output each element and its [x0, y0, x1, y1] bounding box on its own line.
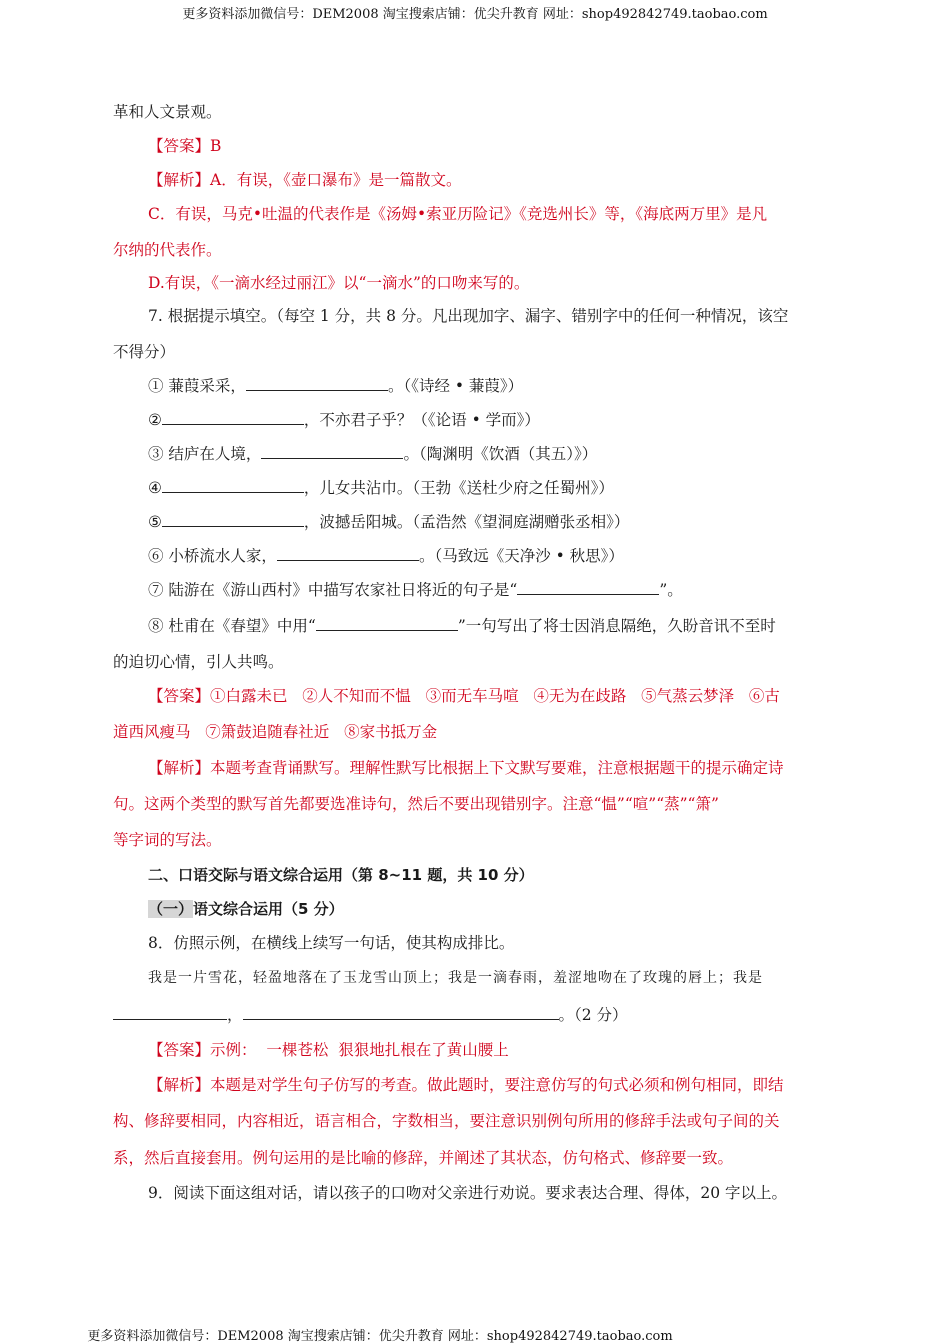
- q8-blank-line: [113, 1005, 628, 1025]
- item-prefix: ① 蒹葭采采，: [148, 377, 246, 395]
- item-prefix: ⑧ 杜甫在《春望》中用“: [148, 617, 316, 635]
- section-2-title: 二、口语交际与语文综合运用（第 8~11 题，共 10 分）: [148, 866, 534, 884]
- item-suffix: 。（《诗经 • 蒹葭》）: [387, 377, 524, 395]
- item-prefix: ⑦ 陆游在《游山西村》中描写农家社日将近的句子是“: [148, 581, 518, 599]
- explanation-text: 本题考查背诵默写。理解性默写比根据上下文默写要难，注意根据题干的提示确定诗: [210, 759, 784, 777]
- fill-blank: [316, 616, 458, 631]
- answer-text: B: [210, 137, 222, 155]
- q7-item-1: [148, 376, 523, 396]
- answer-label: 【答案】: [148, 687, 211, 705]
- item-prefix: ④: [148, 479, 162, 497]
- q7-explanation-3: 等字词的写法。: [113, 831, 222, 849]
- explanation-label: 【解析】: [148, 759, 211, 777]
- q6-explanation-c2: 尔纳的代表作。: [113, 241, 222, 259]
- item-suffix: ，波撼岳阳城。（孟浩然《望洞庭湖赠张丞相》）: [303, 513, 630, 531]
- item-suffix: ”一句写出了将士因消息隔绝，久盼音讯不至时: [457, 617, 776, 635]
- header-banner: 更多资料添加微信号：DEM2008 淘宝搜索店铺：优尖升教育 网址：shop492842749.taobao.com: [182, 7, 768, 22]
- fill-blank: [277, 546, 419, 561]
- subtitle-text: 语文综合运用（5 分）: [193, 900, 344, 918]
- q7-item-4: [148, 478, 614, 498]
- q9-stem: 9．阅读下面这组对话，请以孩子的口吻对父亲进行劝说。要求表达合理、得体，20 字以上。: [148, 1184, 788, 1202]
- q7-answer-1: [148, 686, 780, 706]
- footer-banner: 更多资料添加微信号：DEM2008 淘宝搜索店铺：优尖升教育 网址：shop492842749.taobao.com: [87, 1329, 673, 1344]
- q8-stem: 8．仿照示例，在横线上续写一句话，使其构成排比。: [148, 934, 515, 952]
- q7-item-7: [148, 580, 683, 600]
- explanation-text: 本题是对学生句子仿写的考查。做此题时，要注意仿写的句式必须和例句相同，即结: [210, 1076, 784, 1094]
- explanation-text: A．有误，《壶口瀑布》是一篇散文。: [210, 171, 462, 189]
- item-suffix: 。（马致远《天净沙 • 秋思》）: [418, 547, 624, 565]
- q7-stem-1: 7. 根据提示填空。（每空 1 分，共 8 分。凡出现加字、漏字、错别字中的任何一种情况，该空: [148, 307, 789, 325]
- q7-item-2: [148, 410, 540, 430]
- q7-item-8: [148, 616, 776, 636]
- q7-explanation-2: 句。这两个类型的默写首先都要选准诗句，然后不要出现错别字。注意“愠”“喧”“蒸”“箫”: [113, 795, 719, 813]
- item-prefix: ⑤: [148, 513, 162, 531]
- blank-score: 。（2 分）: [558, 1006, 628, 1024]
- item-suffix: ”。: [659, 581, 683, 599]
- q7-item-3: [148, 444, 597, 464]
- q7-item-5: [148, 512, 629, 532]
- item-suffix: 。（陶渊明《饮酒（其五）》）: [403, 445, 598, 463]
- item-prefix: ②: [148, 411, 162, 429]
- answer-text: ①白露未已 ②人不知而不愠 ③而无车马喧 ④无为在歧路 ⑤气蒸云梦泽 ⑥古: [210, 687, 780, 705]
- item-suffix: ，不亦君子乎？（《论语 • 学而》）: [303, 411, 540, 429]
- fill-blank: [162, 410, 304, 425]
- q6-answer: [148, 136, 221, 156]
- item-prefix: ③ 结庐在人境，: [148, 445, 262, 463]
- fill-blank: [162, 478, 304, 493]
- q7-stem-2: 不得分）: [113, 343, 176, 361]
- answer-label: 【答案】: [148, 137, 211, 155]
- q7-item-6: [148, 546, 624, 566]
- q8-explanation-2: 构、修辞要相同，内容相近，语言相合，字数相当，要注意识别例句所用的修辞手法或句子间的关: [113, 1112, 780, 1130]
- item-suffix: ，儿女共沾巾。（王勃《送杜少府之任蜀州》）: [303, 479, 614, 497]
- q6-explanation-c1: C．有误，马克•吐温的代表作是《汤姆•索亚历险记》《竞选州长》等，《海底两万里》是凡: [148, 205, 768, 223]
- q8-example: 我是一片雪花，轻盈地落在了玉龙雪山顶上；我是一滴春雨，羞涩地吻在了玫瑰的唇上；我是: [148, 970, 763, 986]
- fill-blank: [261, 444, 403, 459]
- fill-blank: [162, 512, 304, 527]
- q7-item-8-cont: 的迫切心情，引人共鸣。: [113, 653, 284, 671]
- q8-answer: [148, 1040, 509, 1060]
- explanation-label: 【解析】: [148, 1076, 211, 1094]
- q6-explanation-a: [148, 170, 461, 190]
- q6-explanation-d: D.有误，《一滴水经过丽江》以“一滴水”的口吻来写的。: [148, 274, 530, 292]
- q8-explanation-1: [148, 1075, 784, 1095]
- q8-explanation-3: 系，然后直接套用。例句运用的是比喻的修辞，并阐述了其状态，仿句格式、修辞要一致。: [113, 1149, 734, 1167]
- blank-separator: ，: [227, 1006, 243, 1024]
- fill-blank: [517, 580, 659, 595]
- q7-answer-2: 道西风瘦马 ⑦箫鼓追随春社近 ⑧家书抵万金: [113, 723, 438, 741]
- fill-blank: [113, 1005, 227, 1020]
- q6-continuation: 革和人文景观。: [113, 103, 222, 121]
- fill-blank: [246, 376, 388, 391]
- highlighted-index: （一）: [148, 900, 194, 918]
- section-2-subtitle: [148, 899, 344, 919]
- explanation-label: 【解析】: [148, 171, 211, 189]
- item-prefix: ⑥ 小桥流水人家，: [148, 547, 277, 565]
- fill-blank: [243, 1005, 559, 1020]
- answer-label: 【答案】: [148, 1041, 211, 1059]
- answer-text: 示例： 一棵苍松 狠狠地扎根在了黄山腰上: [210, 1041, 509, 1059]
- q7-explanation-1: [148, 758, 784, 778]
